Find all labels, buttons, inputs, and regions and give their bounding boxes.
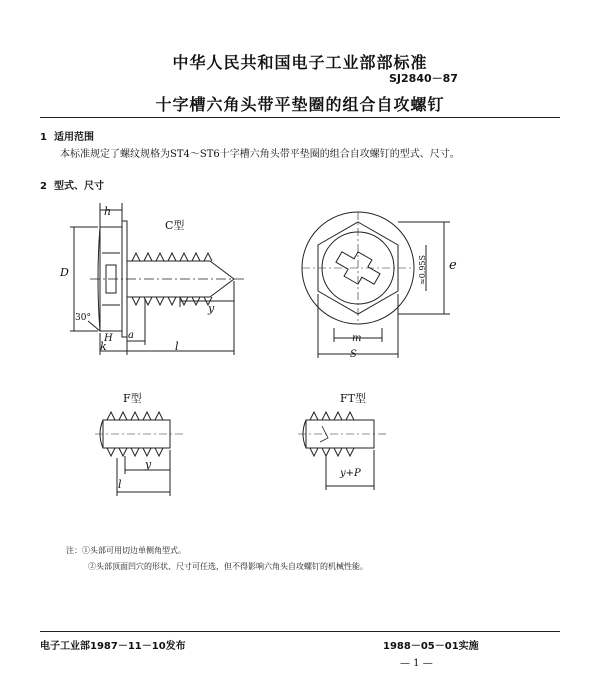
dim-h: h [104,205,112,218]
f-type-end-view [95,408,195,498]
dim-e: e [449,258,457,273]
note-1: ①头部可用切边单侧角型式。 [82,546,186,555]
thread-top [132,253,212,261]
notes-block [66,545,186,556]
ft-type-end-view [298,408,398,493]
dim-y-plus-p: y+P [340,468,361,479]
effective-date: 1988－05－01实施 [383,641,479,652]
c-type-label: C型 [165,219,185,232]
dim-S: S [350,349,357,360]
issued-date: 电子工业部1987－11－10发布 [40,641,186,652]
dim-y: y [208,302,215,315]
c-type-side-view [40,195,250,365]
c-type-end-view [290,210,465,365]
dim-D: D [60,266,69,279]
dim-m: m [352,333,362,344]
section-2-heading: 2 型式、尺寸 [40,181,104,192]
f-type-label: F型 [123,392,142,405]
note-2: ②头部顶面凹穴的形状、尺寸可任选，但不得影响六角头自攻螺钉的机械性能。 [88,562,368,571]
header-rule [40,117,560,118]
dim-k: k [100,340,107,353]
document-title: 十字槽六角头带平垫圈的组合自攻螺钉 [155,95,445,114]
dim-l: l [175,340,179,353]
notes-label: 注： [66,546,82,555]
page-number: — 1 — [400,658,433,669]
issuing-organization: 中华人民共和国电子工业部部标准 [172,53,428,72]
dim-y-f: y [145,458,152,471]
dim-0.95S: ≈0.95S [418,255,427,285]
ft-type-label: FT型 [340,392,366,405]
standard-code: SJ2840－87 [389,72,458,85]
section-1-body: 本标准规定了螺纹规格为ST4～ST6十字槽六角头带平垫圈的组合自攻螺钉的型式、尺寸。 [60,149,460,160]
section-1-heading: 1 适用范围 [40,132,94,143]
footer-rule [40,631,560,632]
dim-angle: 30° [75,313,91,323]
dim-l-f: l [118,478,122,491]
dim-H: H [104,333,113,344]
dim-a: a [128,330,134,341]
